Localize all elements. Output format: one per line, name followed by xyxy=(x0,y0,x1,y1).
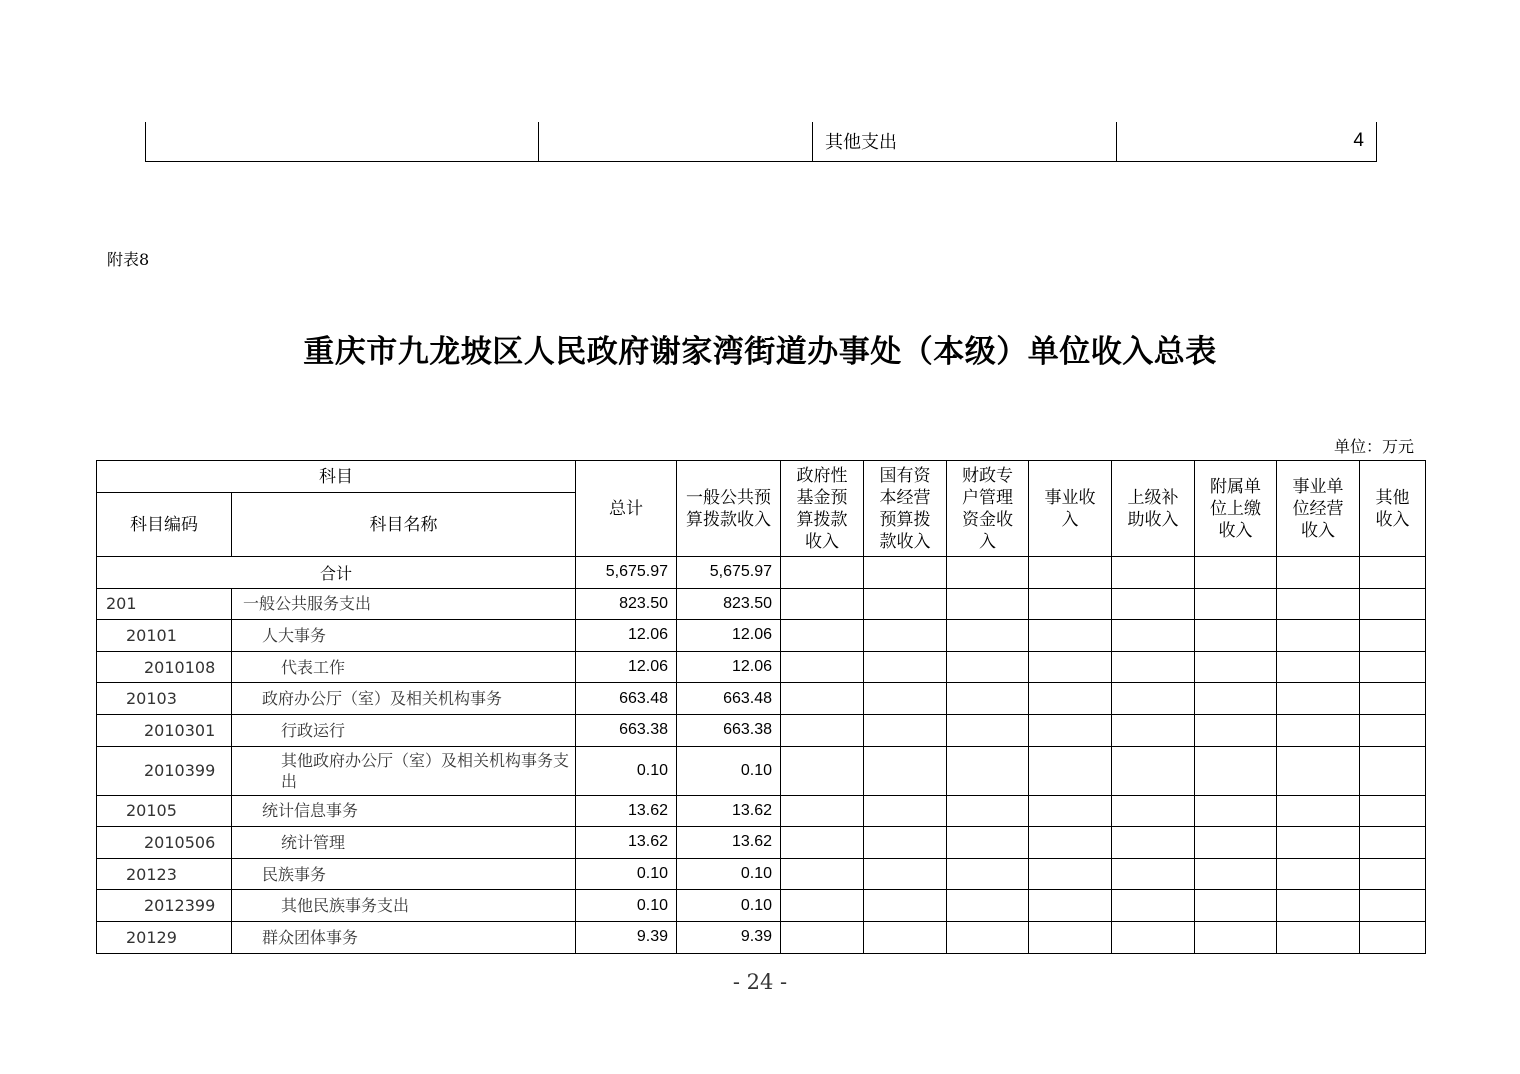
table-row xyxy=(97,651,1426,683)
row-general-budget: 12.06 xyxy=(677,620,781,652)
row-total: 13.62 xyxy=(576,795,677,827)
empty-cell xyxy=(1360,683,1426,715)
empty-cell xyxy=(781,795,864,827)
empty-cell xyxy=(1195,890,1277,922)
empty-cell xyxy=(781,683,864,715)
page-title: 重庆市九龙坡区人民政府谢家湾街道办事处（本级）单位收入总表 xyxy=(303,334,1217,370)
empty-cell xyxy=(1360,890,1426,922)
empty-cell xyxy=(864,746,947,795)
empty-cell xyxy=(864,795,947,827)
empty-cell xyxy=(947,795,1029,827)
empty-cell xyxy=(1195,683,1277,715)
empty-cell xyxy=(1360,921,1426,953)
empty-cell xyxy=(1277,827,1360,859)
subject-name: 代表工作 xyxy=(232,651,576,683)
empty-cell xyxy=(864,890,947,922)
empty-cell xyxy=(947,827,1029,859)
empty-cell xyxy=(1360,746,1426,795)
subject-code: 20123 xyxy=(97,858,232,890)
total-label: 合计 xyxy=(97,557,576,589)
subject-name: 群众团体事务 xyxy=(232,921,576,953)
row-total: 0.10 xyxy=(576,746,677,795)
empty-cell xyxy=(1360,588,1426,620)
header-subject: 科目 xyxy=(97,461,576,493)
table-row xyxy=(97,921,1426,953)
empty-cell xyxy=(947,858,1029,890)
table-row xyxy=(97,858,1426,890)
empty-cell xyxy=(1029,921,1112,953)
row-general-budget: 0.10 xyxy=(677,858,781,890)
empty-cell xyxy=(539,122,813,161)
empty-cell xyxy=(1029,890,1112,922)
header-general-budget: 一般公共预算拨款收入 xyxy=(677,461,781,557)
table-row xyxy=(97,890,1426,922)
subject-name: 统计管理 xyxy=(232,827,576,859)
table-row xyxy=(97,795,1426,827)
empty-cell xyxy=(1360,858,1426,890)
subject-code: 20101 xyxy=(97,620,232,652)
empty-cell xyxy=(146,122,539,161)
table-row xyxy=(97,620,1426,652)
empty-cell xyxy=(864,858,947,890)
empty-cell xyxy=(1112,746,1195,795)
row-general-budget: 663.48 xyxy=(677,683,781,715)
row-total: 0.10 xyxy=(576,858,677,890)
empty-cell xyxy=(1112,890,1195,922)
empty-cell xyxy=(1112,620,1195,652)
empty-cell xyxy=(781,588,864,620)
row-total: 663.48 xyxy=(576,683,677,715)
empty-cell xyxy=(1112,921,1195,953)
empty-cell xyxy=(1277,890,1360,922)
header-state-capital: 国有资本经营预算拨款收入 xyxy=(864,461,947,557)
empty-cell xyxy=(1112,651,1195,683)
row-general-budget: 13.62 xyxy=(677,827,781,859)
table-row xyxy=(97,683,1426,715)
empty-cell xyxy=(1360,827,1426,859)
row-total: 823.50 xyxy=(576,588,677,620)
empty-cell xyxy=(1277,795,1360,827)
row-total: 663.38 xyxy=(576,714,677,746)
empty-cell xyxy=(781,714,864,746)
subject-code: 20105 xyxy=(97,795,232,827)
empty-cell xyxy=(781,557,864,589)
row-general-budget: 0.10 xyxy=(677,890,781,922)
header-gov-fund: 政府性基金预算拨款收入 xyxy=(781,461,864,557)
previous-page-table xyxy=(145,122,1377,162)
empty-cell xyxy=(1360,557,1426,589)
empty-cell xyxy=(781,746,864,795)
empty-cell xyxy=(864,557,947,589)
empty-cell xyxy=(1195,588,1277,620)
empty-cell xyxy=(864,620,947,652)
subject-code: 20103 xyxy=(97,683,232,715)
subject-code: 20129 xyxy=(97,921,232,953)
empty-cell xyxy=(947,714,1029,746)
empty-cell xyxy=(1277,714,1360,746)
subject-code: 2010108 xyxy=(97,651,232,683)
empty-cell xyxy=(1195,858,1277,890)
header-business-income: 事业收入 xyxy=(1029,461,1112,557)
header-business-operation: 事业单位经营收入 xyxy=(1277,461,1360,557)
empty-cell xyxy=(1112,714,1195,746)
header-other-income: 其他收入 xyxy=(1360,461,1426,557)
empty-cell xyxy=(1029,714,1112,746)
empty-cell xyxy=(1112,588,1195,620)
attachment-label: 附表8 xyxy=(107,250,150,269)
income-summary-table xyxy=(96,460,1426,954)
header-subject-code: 科目编码 xyxy=(97,493,232,557)
empty-cell xyxy=(864,588,947,620)
empty-cell xyxy=(1360,795,1426,827)
empty-cell xyxy=(1029,620,1112,652)
total-general-budget: 5,675.97 xyxy=(677,557,781,589)
empty-cell xyxy=(1195,557,1277,589)
empty-cell xyxy=(1195,746,1277,795)
empty-cell xyxy=(781,651,864,683)
empty-cell xyxy=(1277,557,1360,589)
row-general-budget: 0.10 xyxy=(677,746,781,795)
header-subject-name: 科目名称 xyxy=(232,493,576,557)
empty-cell xyxy=(781,890,864,922)
table-row xyxy=(97,714,1426,746)
empty-cell xyxy=(1029,746,1112,795)
header-affiliated-payment: 附属单位上缴收入 xyxy=(1195,461,1277,557)
empty-cell xyxy=(1360,651,1426,683)
empty-cell xyxy=(781,921,864,953)
page-number: - 24 - xyxy=(732,970,788,994)
empty-cell xyxy=(1277,858,1360,890)
unit-label: 单位：万元 xyxy=(1333,437,1414,456)
row-general-budget: 12.06 xyxy=(677,651,781,683)
prev-item-name: 其他支出 xyxy=(813,122,1117,161)
empty-cell xyxy=(947,588,1029,620)
subject-name: 一般公共服务支出 xyxy=(232,588,576,620)
empty-cell xyxy=(864,651,947,683)
subject-name: 民族事务 xyxy=(232,858,576,890)
empty-cell xyxy=(1195,827,1277,859)
subject-name: 统计信息事务 xyxy=(232,795,576,827)
subject-code: 2010399 xyxy=(97,746,232,795)
table-row xyxy=(97,746,1426,795)
empty-cell xyxy=(1112,795,1195,827)
empty-cell xyxy=(781,620,864,652)
empty-cell xyxy=(947,683,1029,715)
previous-table-row xyxy=(146,122,1377,161)
header-superior-subsidy: 上级补助收入 xyxy=(1112,461,1195,557)
table-row xyxy=(97,588,1426,620)
empty-cell xyxy=(1195,795,1277,827)
empty-cell xyxy=(947,890,1029,922)
empty-cell xyxy=(947,557,1029,589)
empty-cell xyxy=(1195,651,1277,683)
subject-name: 政府办公厅（室）及相关机构事务 xyxy=(232,683,576,715)
empty-cell xyxy=(947,620,1029,652)
subject-name: 其他民族事务支出 xyxy=(232,890,576,922)
empty-cell xyxy=(1112,827,1195,859)
row-general-budget: 9.39 xyxy=(677,921,781,953)
subject-code: 2012399 xyxy=(97,890,232,922)
table-row xyxy=(97,827,1426,859)
subject-name: 其他政府办公厅（室）及相关机构事务支出 xyxy=(232,746,576,795)
empty-cell xyxy=(947,921,1029,953)
row-total: 12.06 xyxy=(576,620,677,652)
empty-cell xyxy=(1029,651,1112,683)
empty-cell xyxy=(1029,858,1112,890)
subject-code: 2010506 xyxy=(97,827,232,859)
empty-cell xyxy=(864,921,947,953)
prev-item-value: 4 xyxy=(1117,122,1377,161)
empty-cell xyxy=(1277,683,1360,715)
row-total: 0.10 xyxy=(576,890,677,922)
empty-cell xyxy=(1029,795,1112,827)
row-total: 9.39 xyxy=(576,921,677,953)
empty-cell xyxy=(1029,588,1112,620)
row-total: 12.06 xyxy=(576,651,677,683)
empty-cell xyxy=(864,683,947,715)
empty-cell xyxy=(947,746,1029,795)
empty-cell xyxy=(1112,858,1195,890)
empty-cell xyxy=(1195,921,1277,953)
empty-cell xyxy=(1029,827,1112,859)
empty-cell xyxy=(864,714,947,746)
header-fiscal-special: 财政专户管理资金收入 xyxy=(947,461,1029,557)
empty-cell xyxy=(1112,557,1195,589)
empty-cell xyxy=(1195,714,1277,746)
subject-name: 人大事务 xyxy=(232,620,576,652)
empty-cell xyxy=(864,827,947,859)
empty-cell xyxy=(1277,651,1360,683)
subject-name: 行政运行 xyxy=(232,714,576,746)
row-general-budget: 823.50 xyxy=(677,588,781,620)
empty-cell xyxy=(781,827,864,859)
row-general-budget: 663.38 xyxy=(677,714,781,746)
header-total: 总计 xyxy=(576,461,677,557)
subject-code: 201 xyxy=(97,588,232,620)
row-general-budget: 13.62 xyxy=(677,795,781,827)
empty-cell xyxy=(1277,921,1360,953)
empty-cell xyxy=(1029,557,1112,589)
empty-cell xyxy=(1277,620,1360,652)
row-total: 13.62 xyxy=(576,827,677,859)
empty-cell xyxy=(1112,683,1195,715)
header-row-1 xyxy=(97,461,1426,493)
total-value: 5,675.97 xyxy=(576,557,677,589)
subject-code: 2010301 xyxy=(97,714,232,746)
empty-cell xyxy=(781,858,864,890)
empty-cell xyxy=(1029,683,1112,715)
empty-cell xyxy=(947,651,1029,683)
empty-cell xyxy=(1277,746,1360,795)
empty-cell xyxy=(1360,620,1426,652)
empty-cell xyxy=(1277,588,1360,620)
total-row xyxy=(97,557,1426,589)
empty-cell xyxy=(1360,714,1426,746)
empty-cell xyxy=(1195,620,1277,652)
